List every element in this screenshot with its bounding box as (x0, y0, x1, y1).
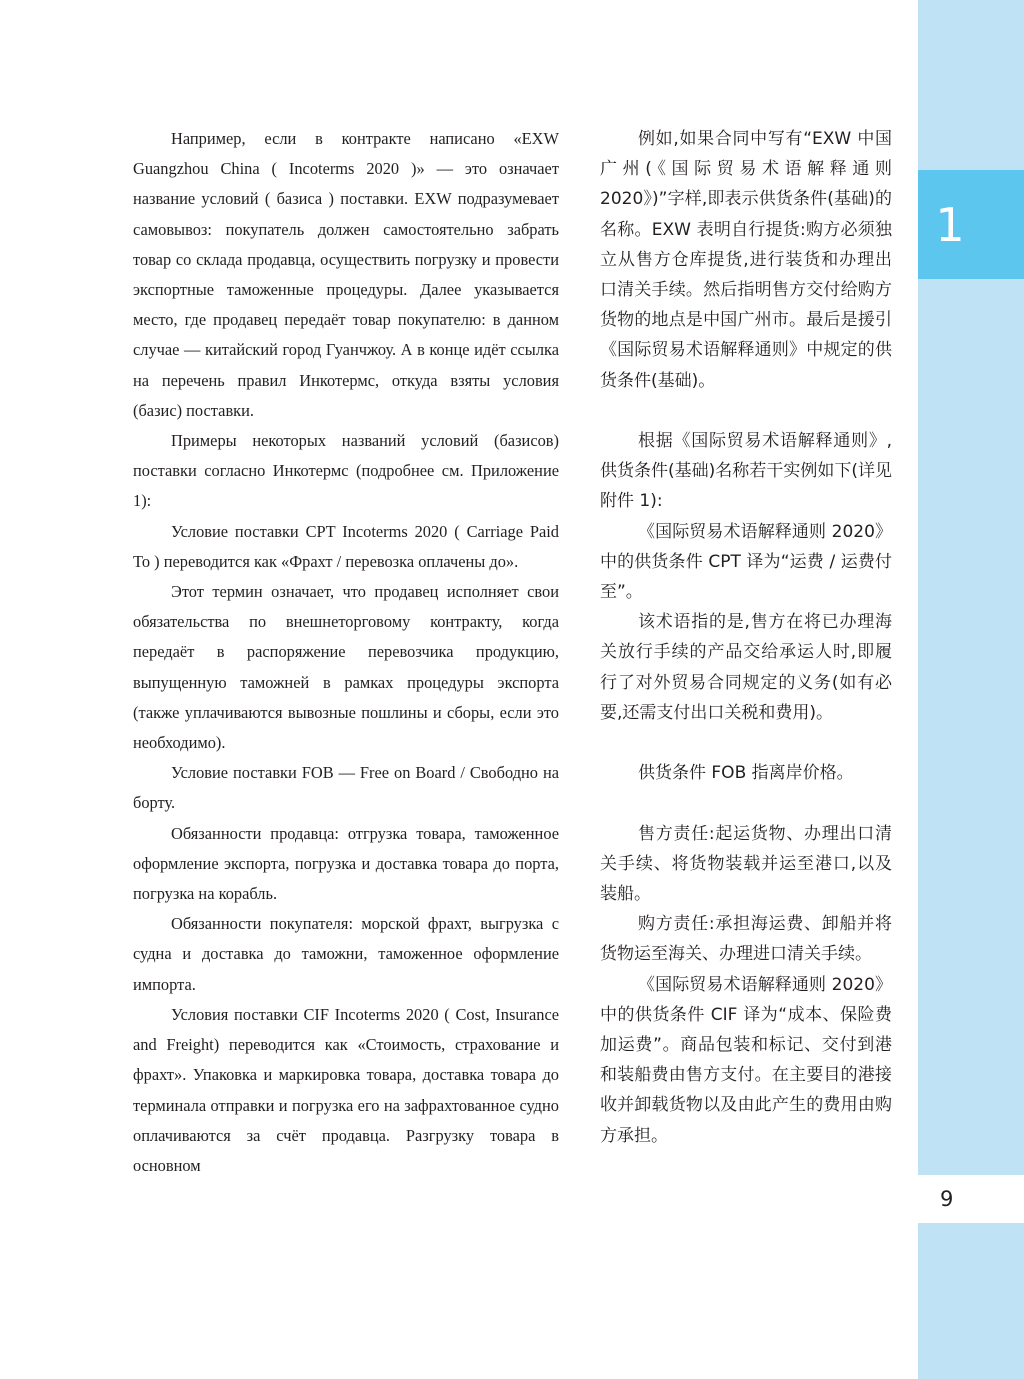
ru-paragraph-exw: Например, если в контракте написано «EXW Guangzhou China ( Incoterms 2020 )» — это означает название условий ( базиса ) поставки. EXW подразумевает самовывоз: покупатель должен самостоятельно забрать товар со склада продавца, осуществить погрузку и провести экспортные таможенные процедуры. Далее указывается место, где продавец передаёт товар покупателю: в данном случае — китайский город Гуанчжоу. А в конце идёт ссылка на перечень правил Инкотермс, откуда взяты условия (базис) поставки. (133, 129, 559, 420)
ru-paragraph-buyer-duties: Обязанности покупателя: морской фрахт, выгрузка с судна и доставка до таможни, таможенное оформление импорта. (133, 914, 559, 994)
chinese-column (600, 124, 892, 1151)
zh-paragraph-seller-duties: 售方责任:起运货物、办理出口清关手续、将货物装载并运至港口,以及装船。 (600, 823, 892, 905)
ru-paragraph-cpt: Условие поставки CPT Incoterms 2020 ( Carriage Paid To ) переводится как «Фрахт / перевозка оплачены до». (133, 521, 559, 571)
chapter-number: 1 (935, 197, 965, 252)
zh-paragraph-cif: 《国际贸易术语解释通则 2020》中的供货条件 CIF 译为“成本、保险费加运费”。商品包装和标记、交付到港和装船费由售方支付。在主要目的港接收并卸载货物以及由此产生的费用由购方承担。 (600, 974, 892, 1146)
russian-column (133, 124, 559, 1181)
spacer (600, 396, 892, 426)
zh-paragraph-fob: 供货条件 FOB 指离岸价格。 (638, 763, 854, 784)
spacer (600, 788, 892, 818)
zh-paragraph-exw: 例如,如果合同中写有“EXW 中国广州(《国际贸易术语解释通则 2020》)”字样,即表示供货条件(基础)的名称。EXW 表明自行提货:购方必须独立从售方仓库提货,进行装货和办理出口清关手续。然后指明售方交付给购方货物的地点是中国广州市。最后是援引《国际贸易术语解释通则》中规定的供货条件(基础)。 (600, 129, 892, 391)
zh-paragraph-buyer-duties: 购方责任:承担海运费、卸船并将货物运至海关、办理进口清关手续。 (600, 914, 892, 965)
page-number-box (918, 1175, 1024, 1223)
zh-paragraph-cpt: 《国际贸易术语解释通则 2020》中的供货条件 CPT 译为“运费 / 运费付至”。 (600, 521, 892, 603)
ru-paragraph-seller-duties: Обязанности продавца: отгрузка товара, таможенное оформление экспорта, погрузка и доставка товара до порта, погрузка на корабль. (133, 823, 559, 904)
page-number: 9 (940, 1187, 954, 1211)
ru-paragraph-fob: Условие поставки FOB — Free on Board / Свободно на борту. (133, 763, 559, 813)
ru-paragraph-cpt-meaning: Этот термин означает, что продавец исполняет свои обязательства по внешнеторговому контракту, когда передаёт в распоряжение перевозчика продукцию, выпущенную таможней в рамках процедуры экспорта (также уплачиваются вывозные пошлины и сборы, если это необходимо). (133, 582, 559, 753)
ru-paragraph-examples: Примеры некоторых названий условий (базисов) поставки согласно Инкотермс (подробнее см. Приложение 1): (133, 431, 559, 511)
chapter-tab (918, 170, 1024, 279)
zh-paragraph-cpt-meaning: 该术语指的是,售方在将已办理海关放行手续的产品交给承运人时,即履行了对外贸易合同规定的义务(如有必要,还需支付出口关税和费用)。 (600, 612, 892, 723)
spacer (600, 728, 892, 758)
zh-paragraph-examples: 根据《国际贸易术语解释通则》,供货条件(基础)名称若干实例如下(详见附件 1): (600, 431, 892, 512)
ru-paragraph-cif: Условия поставки CIF Incoterms 2020 ( Cost, Insurance and Freight) переводится как «Стоимость, страхование и фрахт». Упаковка и маркировка товара, доставка товара до терминала отправки и погрузка его на зафрахтованное судно оплачиваются за счёт продавца. Разгрузку товара в основном (133, 1004, 559, 1175)
